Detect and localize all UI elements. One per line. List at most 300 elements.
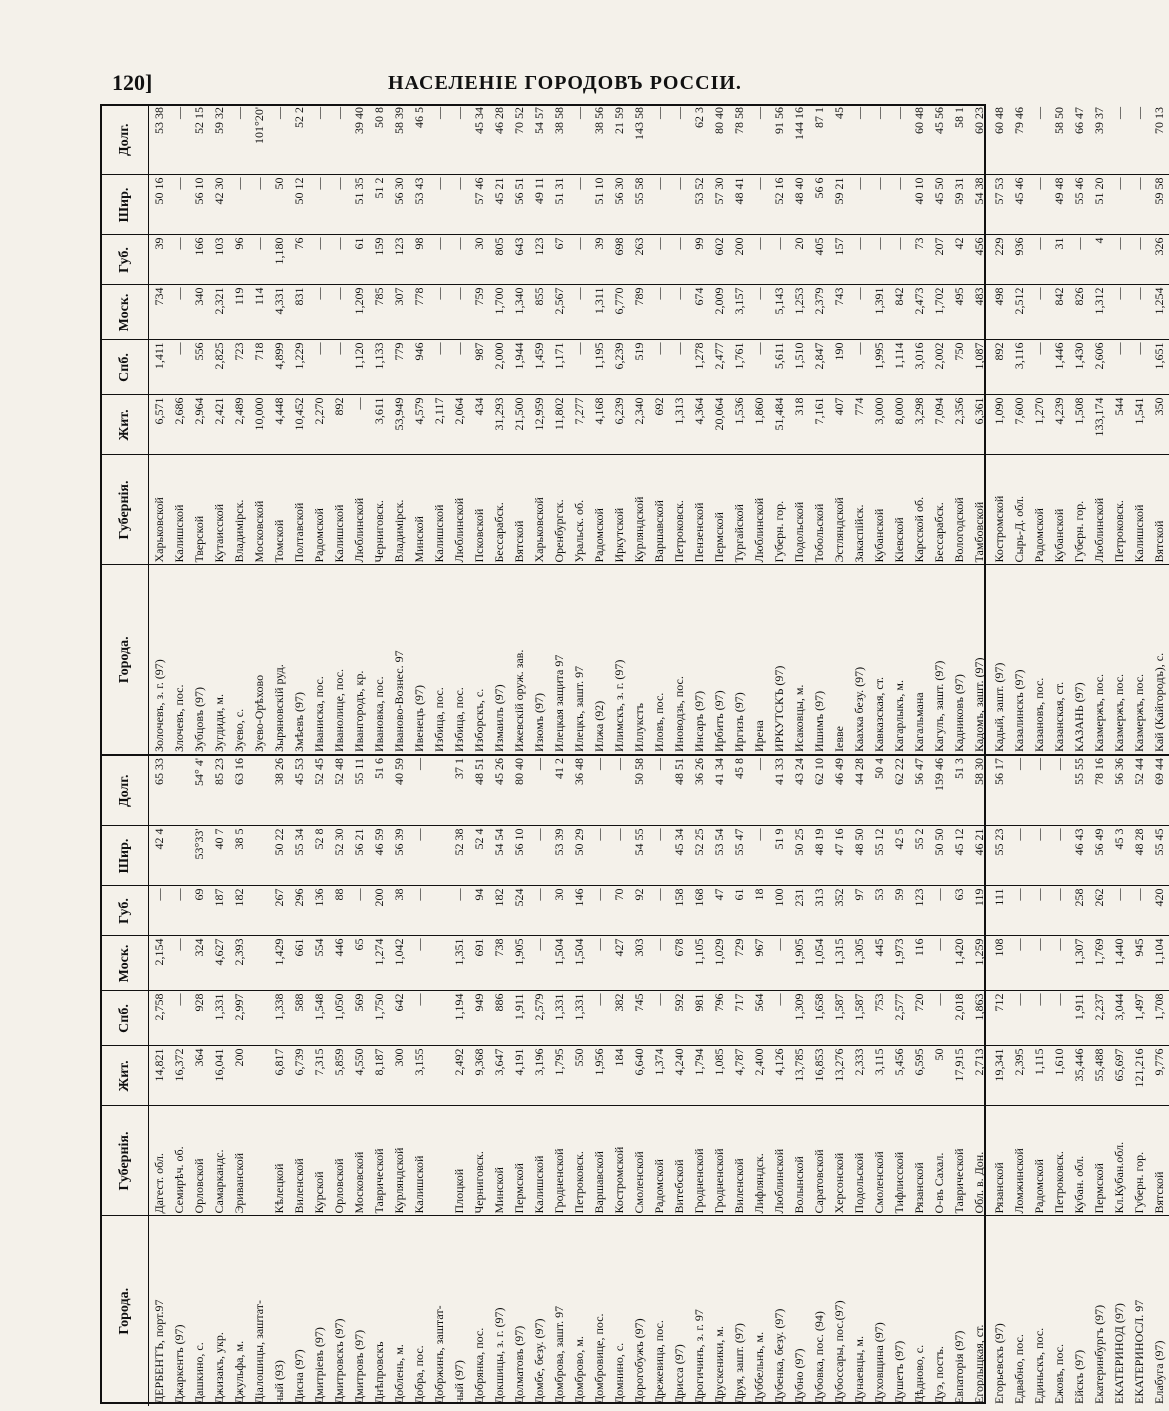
col-lat-cell: 47 16 bbox=[829, 826, 849, 886]
col-city-cell: Домброва, зашт. 97 bbox=[552, 1305, 566, 1404]
col-lat-cell: — bbox=[609, 826, 629, 886]
col-lat-cell: 48 50 bbox=[849, 826, 869, 886]
table-row bbox=[169, 756, 189, 1406]
col-gub-cell: — bbox=[1049, 886, 1069, 936]
table-row bbox=[989, 756, 1009, 1406]
col-gubernia-cell: Пермской bbox=[509, 1106, 529, 1216]
col-city-cell: Ейскъ (97) bbox=[1072, 1349, 1086, 1404]
col-moscow-cell: 1,440 bbox=[1109, 936, 1129, 991]
col-city-cell: Кавказская, ст. bbox=[869, 565, 889, 755]
col-spb-cell: 382 bbox=[609, 991, 629, 1046]
col-lon-cell: 91 56 bbox=[769, 105, 789, 175]
col-lon-cell: — bbox=[529, 756, 549, 826]
col-spb-cell: 2,577 bbox=[889, 991, 909, 1046]
col-gubernia-cell: Кутаисской bbox=[209, 455, 229, 565]
col-moscow-cell: 661 bbox=[289, 936, 309, 991]
table-row bbox=[1089, 756, 1109, 1406]
col-moscow-cell: 4,331 bbox=[269, 285, 289, 340]
col-lon-cell: — bbox=[749, 756, 769, 826]
col-pop-cell: 2,713 bbox=[969, 1046, 989, 1106]
col-moscow-cell: 759 bbox=[469, 285, 489, 340]
col-gubernia-cell: Семирѣч. об. bbox=[169, 1106, 189, 1216]
col-lon-cell: 53 38 bbox=[149, 105, 170, 175]
col-spb-cell: 3,016 bbox=[909, 340, 929, 395]
col-gub-cell: — bbox=[309, 235, 329, 285]
col-city-cell: Друскеники, м. bbox=[712, 1326, 726, 1404]
col-lon-cell: 21 59 bbox=[609, 105, 629, 175]
col-lat-cell: 51 35 bbox=[349, 175, 369, 235]
col-city-cell: Иноводзь, пос. bbox=[669, 565, 689, 755]
col-gubernia-cell: Кубанской bbox=[1049, 455, 1069, 565]
col-lon-cell: 50 58 bbox=[629, 756, 649, 826]
col-moscow-cell: — bbox=[1129, 285, 1149, 340]
col-gub-cell: 94 bbox=[469, 886, 489, 936]
col-spb-cell: — bbox=[1049, 991, 1069, 1046]
col-gub-cell: — bbox=[1069, 235, 1089, 285]
table-row bbox=[1029, 756, 1049, 1406]
col-moscow-cell: 1,420 bbox=[949, 936, 969, 991]
col-lat-cell: — bbox=[1129, 175, 1149, 235]
col-spb-cell: 642 bbox=[389, 991, 409, 1046]
table-row bbox=[1149, 105, 1169, 755]
table-row bbox=[509, 105, 529, 755]
col-lon-cell: 54° 4' bbox=[189, 756, 209, 826]
table-row bbox=[549, 105, 569, 755]
col-city-cell: Елабуга (97) bbox=[1152, 1340, 1166, 1404]
col-city-cell: Евпаторія (97) bbox=[952, 1330, 966, 1404]
col-lon-cell bbox=[169, 756, 189, 826]
col-lat-cell: 59 58 bbox=[1149, 175, 1169, 235]
col-gubernia-cell: Дагест. обл. bbox=[149, 1106, 170, 1216]
table-row bbox=[209, 105, 229, 755]
col-moscow-cell: 119 bbox=[229, 285, 249, 340]
col-moscow-cell: 2,009 bbox=[709, 285, 729, 340]
col-spb-cell: 1,995 bbox=[869, 340, 889, 395]
col-spb-cell: — bbox=[1029, 340, 1049, 395]
col-lat-cell: 56 30 bbox=[609, 175, 629, 235]
col-city-cell: Ивановка, пос. bbox=[369, 565, 389, 755]
col-pop-cell: 2,270 bbox=[309, 395, 329, 455]
col-gubernia-cell: Варшавской bbox=[649, 455, 669, 565]
col-gub-cell: 136 bbox=[309, 886, 329, 936]
col-city-cell: Душетъ (97) bbox=[892, 1340, 906, 1404]
table-row bbox=[529, 105, 549, 755]
col-gubernia-cell: Калишской bbox=[429, 455, 449, 565]
col-gubernia-cell: Гродненской bbox=[709, 1106, 729, 1216]
col-pop-cell: 1,860 bbox=[749, 395, 769, 455]
col-pop-cell: 7,277 bbox=[569, 395, 589, 455]
header-col-lon: Долг. bbox=[102, 105, 149, 175]
table-row bbox=[709, 756, 729, 1406]
table-row bbox=[569, 756, 589, 1406]
col-moscow-cell: 945 bbox=[1129, 936, 1149, 991]
col-pop-cell: 10,000 bbox=[249, 395, 269, 455]
col-spb-cell: 1,194 bbox=[449, 991, 469, 1046]
col-spb-cell: 592 bbox=[669, 991, 689, 1046]
col-moscow-cell: — bbox=[769, 936, 789, 991]
table-row bbox=[369, 756, 389, 1406]
col-spb-cell: — bbox=[649, 991, 669, 1046]
table-row bbox=[569, 105, 589, 755]
col-spb-cell: 1,446 bbox=[1049, 340, 1069, 395]
col-city-cell: Иваниска, пос. bbox=[309, 565, 329, 755]
col-moscow-cell: 1,311 bbox=[589, 285, 609, 340]
col-spb-cell: 1,548 bbox=[309, 991, 329, 1046]
col-spb-cell: — bbox=[329, 340, 349, 395]
col-lat-cell: 54 55 bbox=[629, 826, 649, 886]
col-pop-cell: 1,374 bbox=[649, 1046, 669, 1106]
col-pop-cell: 1,795 bbox=[549, 1046, 569, 1106]
col-pop-cell: 8,187 bbox=[369, 1046, 389, 1106]
col-spb-cell: — bbox=[569, 340, 589, 395]
col-gub-cell: 39 bbox=[149, 235, 170, 285]
col-gubernia-cell: Люблинской bbox=[749, 455, 769, 565]
col-lat-cell: — bbox=[1009, 826, 1029, 886]
col-lat-cell: — bbox=[849, 175, 869, 235]
col-moscow-cell: 554 bbox=[309, 936, 329, 991]
col-gub-cell: 229 bbox=[989, 235, 1009, 285]
col-pop-cell: 7,315 bbox=[309, 1046, 329, 1106]
col-pop-cell: 200 bbox=[229, 1046, 249, 1106]
col-moscow-cell: 691 bbox=[469, 936, 489, 991]
col-gub-cell: 200 bbox=[729, 235, 749, 285]
col-spb-cell: 2,606 bbox=[1089, 340, 1109, 395]
col-moscow-cell: 495 bbox=[949, 285, 969, 340]
col-pop-cell: 2,489 bbox=[229, 395, 249, 455]
table-row bbox=[849, 756, 869, 1406]
col-spb-cell: 2,002 bbox=[929, 340, 949, 395]
col-moscow-cell: 778 bbox=[409, 285, 429, 340]
col-lon-cell: — bbox=[849, 105, 869, 175]
col-moscow-cell: 1,254 bbox=[1149, 285, 1169, 340]
col-pop-cell: 53,949 bbox=[389, 395, 409, 455]
col-pop-cell: 300 bbox=[389, 1046, 409, 1106]
col-gub-cell: 352 bbox=[829, 886, 849, 936]
col-gubernia-cell: Виленской bbox=[289, 1106, 309, 1216]
col-pop-cell: 3,196 bbox=[529, 1046, 549, 1106]
col-lon-cell: 37 1 bbox=[449, 756, 469, 826]
col-lat-cell: — bbox=[449, 175, 469, 235]
table-row bbox=[589, 105, 609, 755]
col-city-cell: Джаркентъ (97) bbox=[172, 1324, 186, 1404]
col-city-cell: Иванолице, пос. bbox=[329, 565, 349, 755]
col-gub-cell: 207 bbox=[929, 235, 949, 285]
col-pop-cell: 1,508 bbox=[1069, 395, 1089, 455]
col-lat-cell bbox=[429, 826, 449, 886]
col-gub-cell: 182 bbox=[229, 886, 249, 936]
col-lat-cell: 52 4 bbox=[469, 826, 489, 886]
col-lat-cell: 53 43 bbox=[409, 175, 429, 235]
col-lat-cell: 40 10 bbox=[909, 175, 929, 235]
header-col-lat: Шир. bbox=[102, 175, 149, 235]
col-lon-cell: — bbox=[1049, 756, 1069, 826]
col-moscow-cell: — bbox=[309, 285, 329, 340]
col-city-cell: Дубоссары, пос.(97) bbox=[832, 1300, 846, 1404]
col-lat-cell: 53 52 bbox=[689, 175, 709, 235]
col-city-cell: ный (93) bbox=[272, 1360, 286, 1404]
col-city-cell: Дунаевцы, м. bbox=[852, 1335, 866, 1404]
col-pop-cell: 10,452 bbox=[289, 395, 309, 455]
table-row bbox=[969, 756, 989, 1406]
header-col-lon: Долг. bbox=[102, 756, 149, 826]
table-row bbox=[169, 105, 189, 755]
col-gubernia-cell: Вятской bbox=[1149, 1106, 1169, 1216]
col-gub-cell: — bbox=[449, 886, 469, 936]
col-lon-cell: 51 6 bbox=[369, 756, 389, 826]
col-lat-cell: 48 40 bbox=[789, 175, 809, 235]
col-gubernia-cell: Петроковск. bbox=[1049, 1106, 1069, 1216]
col-spb-cell: 1,087 bbox=[969, 340, 989, 395]
col-lon-cell: 52 44 bbox=[1129, 756, 1149, 826]
table-row bbox=[1009, 105, 1029, 755]
col-spb-cell: 1,411 bbox=[149, 340, 170, 395]
col-city-cell: Иргизъ (97) bbox=[729, 565, 749, 755]
col-pop-cell: 4,191 bbox=[509, 1046, 529, 1106]
col-pop-cell: 3,115 bbox=[869, 1046, 889, 1106]
table-row bbox=[509, 756, 529, 1406]
col-spb-cell: 3,044 bbox=[1109, 991, 1129, 1046]
col-spb-cell: 886 bbox=[489, 991, 509, 1046]
col-lon-cell: 59 32 bbox=[209, 105, 229, 175]
header-col-lat: Шир. bbox=[102, 826, 149, 886]
col-gubernia-cell: Курской bbox=[309, 1106, 329, 1216]
col-moscow-cell: 498 bbox=[989, 285, 1009, 340]
col-moscow-cell: 1,504 bbox=[549, 936, 569, 991]
col-moscow-cell: 108 bbox=[989, 936, 1009, 991]
table-row bbox=[229, 105, 249, 755]
col-spb-cell: — bbox=[169, 991, 189, 1046]
col-gubernia-cell: Вологодской bbox=[949, 455, 969, 565]
col-pop-cell: 6,817 bbox=[269, 1046, 289, 1106]
col-moscow-cell: 1,391 bbox=[869, 285, 889, 340]
col-gub-cell: 262 bbox=[1089, 886, 1109, 936]
col-lat-cell: — bbox=[429, 175, 449, 235]
table-row bbox=[1069, 105, 1089, 755]
col-pop-cell: 16,853 bbox=[809, 1046, 829, 1106]
table-row bbox=[969, 105, 989, 755]
col-spb-cell: 1,331 bbox=[209, 991, 229, 1046]
table-row bbox=[729, 105, 749, 755]
col-gub-cell: 100 bbox=[769, 886, 789, 936]
col-city-cell: Добрянка, пос. bbox=[472, 1327, 486, 1404]
col-lon-cell: 56 36 bbox=[1109, 756, 1129, 826]
col-moscow-cell: — bbox=[849, 285, 869, 340]
col-gub-cell: — bbox=[849, 235, 869, 285]
col-gub-cell: 123 bbox=[389, 235, 409, 285]
col-lon-cell: 62 10 bbox=[809, 756, 829, 826]
col-lat-cell: 53 39 bbox=[549, 826, 569, 886]
table-row bbox=[249, 756, 269, 1406]
col-city-cell: Змѣевъ (97) bbox=[289, 565, 309, 755]
col-lat-cell: — bbox=[1049, 826, 1069, 886]
col-spb-cell: 712 bbox=[989, 991, 1009, 1046]
col-lat-cell: 42 30 bbox=[209, 175, 229, 235]
table-row bbox=[629, 756, 649, 1406]
col-moscow-cell: — bbox=[1009, 936, 1029, 991]
col-moscow-cell: 4,627 bbox=[209, 936, 229, 991]
table-row bbox=[189, 756, 209, 1406]
col-lon-cell: — bbox=[269, 105, 289, 175]
table-row bbox=[989, 105, 1009, 755]
col-lat-cell: 42 5 bbox=[889, 826, 909, 886]
col-city-cell: Ивенецъ (97) bbox=[409, 565, 429, 755]
col-gubernia-cell: Петроковск. bbox=[1109, 455, 1129, 565]
col-city-cell: Единьскъ, пос. bbox=[1032, 1327, 1046, 1404]
col-lat-cell: 46 43 bbox=[1069, 826, 1089, 886]
col-gubernia-cell: Волынской bbox=[789, 1106, 809, 1216]
col-moscow-cell: 1,351 bbox=[449, 936, 469, 991]
table-row bbox=[1109, 105, 1129, 755]
col-spb-cell: 1,331 bbox=[569, 991, 589, 1046]
col-moscow-cell: 324 bbox=[189, 936, 209, 991]
col-city-cell: Иваново-Вознес. 97 bbox=[389, 565, 409, 755]
col-city-cell: Кагарлыкъ, м. bbox=[889, 565, 909, 755]
col-gubernia-cell: Плоцкой bbox=[449, 1106, 469, 1216]
col-city-cell: Иллукстъ bbox=[629, 565, 649, 755]
col-pop-cell: 14,821 bbox=[149, 1046, 170, 1106]
col-city-cell: Ишимъ (97) bbox=[809, 565, 829, 755]
col-gubernia-cell: Самаркандс. bbox=[209, 1106, 229, 1216]
col-lat-cell: 52 8 bbox=[309, 826, 329, 886]
col-gubernia-cell: Пензенской bbox=[689, 455, 709, 565]
col-lat-cell: 55 2 bbox=[909, 826, 929, 886]
col-pop-cell: 2,395 bbox=[1009, 1046, 1029, 1106]
table-row bbox=[209, 756, 229, 1406]
col-moscow-cell: 427 bbox=[609, 936, 629, 991]
col-city-cell: Кадый, зашт. (97) bbox=[989, 565, 1009, 755]
col-lon-cell: — bbox=[649, 756, 669, 826]
col-spb-cell: 1,331 bbox=[549, 991, 569, 1046]
col-moscow-cell: 1,307 bbox=[1069, 936, 1089, 991]
col-moscow-cell bbox=[429, 936, 449, 991]
col-spb-cell: 796 bbox=[709, 991, 729, 1046]
col-lon-cell: 80 40 bbox=[709, 105, 729, 175]
col-pop-cell: 1,956 bbox=[589, 1046, 609, 1106]
col-lon-cell: 45 56 bbox=[929, 105, 949, 175]
col-lon-cell: 45 bbox=[829, 105, 849, 175]
col-city-cell: Добржинъ, заштат- bbox=[432, 1305, 446, 1404]
col-pop-cell: 3,298 bbox=[909, 395, 929, 455]
table-row bbox=[389, 756, 409, 1406]
col-gubernia-cell: Обл. в. Дон. bbox=[969, 1106, 989, 1216]
col-spb-cell: 1,171 bbox=[549, 340, 569, 395]
table-row bbox=[949, 105, 969, 755]
col-pop-cell bbox=[429, 1046, 449, 1106]
table-row bbox=[409, 105, 429, 755]
col-lon-cell: — bbox=[409, 756, 429, 826]
col-gub-cell: — bbox=[769, 235, 789, 285]
table-row bbox=[669, 756, 689, 1406]
col-spb-cell: 2,758 bbox=[149, 991, 170, 1046]
col-gubernia-cell: Херсонской bbox=[829, 1106, 849, 1216]
col-lon-cell: 58 1 bbox=[949, 105, 969, 175]
col-gubernia-cell: Кубанской bbox=[869, 455, 889, 565]
col-gubernia-cell: Лифляндск. bbox=[749, 1106, 769, 1216]
col-gubernia-cell bbox=[429, 1106, 449, 1216]
col-gub-cell: 936 bbox=[1009, 235, 1029, 285]
col-pop-cell: 19,341 bbox=[989, 1046, 1009, 1106]
col-city-cell: Ивангородъ, кр. bbox=[349, 565, 369, 755]
col-lat-cell: 56 10 bbox=[509, 826, 529, 886]
col-moscow-cell: 307 bbox=[389, 285, 409, 340]
col-city-cell: Илимскъ, з. г. (97) bbox=[609, 565, 629, 755]
table-row bbox=[629, 105, 649, 755]
col-city-cell: Дуэ, постъ. bbox=[932, 1346, 946, 1404]
col-gub-cell: 182 bbox=[489, 886, 509, 936]
col-gub-cell: — bbox=[569, 235, 589, 285]
col-gub-cell: 296 bbox=[289, 886, 309, 936]
col-gubernia-cell: Закаспійск. bbox=[849, 455, 869, 565]
col-moscow-cell: 1,274 bbox=[369, 936, 389, 991]
col-spb-cell: 4,899 bbox=[269, 340, 289, 395]
col-pop-cell: 17,915 bbox=[949, 1046, 969, 1106]
col-gubernia-cell: Калишской bbox=[1129, 455, 1149, 565]
page-number: 120] bbox=[112, 70, 153, 95]
col-lon-cell: 38 56 bbox=[589, 105, 609, 175]
col-lon-cell bbox=[249, 756, 269, 826]
col-lon-cell: 101°20' bbox=[249, 105, 269, 175]
col-gub-cell: 313 bbox=[809, 886, 829, 936]
col-pop-cell: 11,802 bbox=[549, 395, 569, 455]
col-spb-cell: — bbox=[169, 340, 189, 395]
col-moscow-cell: — bbox=[929, 936, 949, 991]
col-gubernia-cell: Калишской bbox=[169, 455, 189, 565]
col-lat-cell: — bbox=[169, 175, 189, 235]
col-spb-cell: 1,761 bbox=[729, 340, 749, 395]
col-lat-cell: 55 34 bbox=[289, 826, 309, 886]
col-gubernia-cell: Орловской bbox=[329, 1106, 349, 1216]
col-lat-cell: 57 53 bbox=[989, 175, 1009, 235]
col-pop-cell: 12,959 bbox=[529, 395, 549, 455]
header-col-spb: Спб. bbox=[102, 991, 149, 1046]
col-lon-cell: 58 30 bbox=[969, 756, 989, 826]
col-gub-cell: — bbox=[429, 235, 449, 285]
col-gub-cell: 123 bbox=[529, 235, 549, 285]
col-lon-cell: 85 23 bbox=[209, 756, 229, 826]
col-gubernia-cell: Губерн. гор. bbox=[1129, 1106, 1149, 1216]
col-lat-cell: — bbox=[529, 826, 549, 886]
col-gubernia-cell: Радомской bbox=[1029, 455, 1049, 565]
col-lon-cell: — bbox=[569, 105, 589, 175]
col-spb-cell: — bbox=[769, 991, 789, 1046]
col-city-cell: Кадомъ, зашт. (97) bbox=[969, 565, 989, 755]
col-pop-cell: 1,541 bbox=[1129, 395, 1149, 455]
col-moscow-cell: 789 bbox=[629, 285, 649, 340]
col-spb-cell: 981 bbox=[689, 991, 709, 1046]
col-city-cell: Дмитровъ (97) bbox=[352, 1329, 366, 1404]
col-spb-cell: 1,133 bbox=[369, 340, 389, 395]
col-lat-cell: 55 45 bbox=[1149, 826, 1169, 886]
col-city-cell: Іевве bbox=[829, 565, 849, 755]
col-gubernia-cell: Калишской bbox=[329, 455, 349, 565]
col-gubernia-cell: Черниговск. bbox=[469, 1106, 489, 1216]
col-city-cell: ЕКАТЕРИНОД (97) bbox=[1112, 1303, 1126, 1404]
table-row bbox=[689, 105, 709, 755]
col-pop-cell: 434 bbox=[469, 395, 489, 455]
col-spb-cell bbox=[249, 991, 269, 1046]
col-spb-cell: 588 bbox=[289, 991, 309, 1046]
col-lat-cell: 50 22 bbox=[269, 826, 289, 886]
col-pop-cell: 13,276 bbox=[829, 1046, 849, 1106]
col-city-cell: Діалошицы, заштат- bbox=[252, 1299, 266, 1404]
col-spb-cell: 1,708 bbox=[1149, 991, 1169, 1046]
col-lat-cell: — bbox=[649, 826, 669, 886]
col-lon-cell: — bbox=[649, 105, 669, 175]
col-city-cell: Дуббельнъ, м. bbox=[752, 1331, 766, 1404]
col-spb-cell: 1,114 bbox=[889, 340, 909, 395]
col-gub-cell: 326 bbox=[1149, 235, 1169, 285]
header-col-spb: Спб. bbox=[102, 340, 149, 395]
